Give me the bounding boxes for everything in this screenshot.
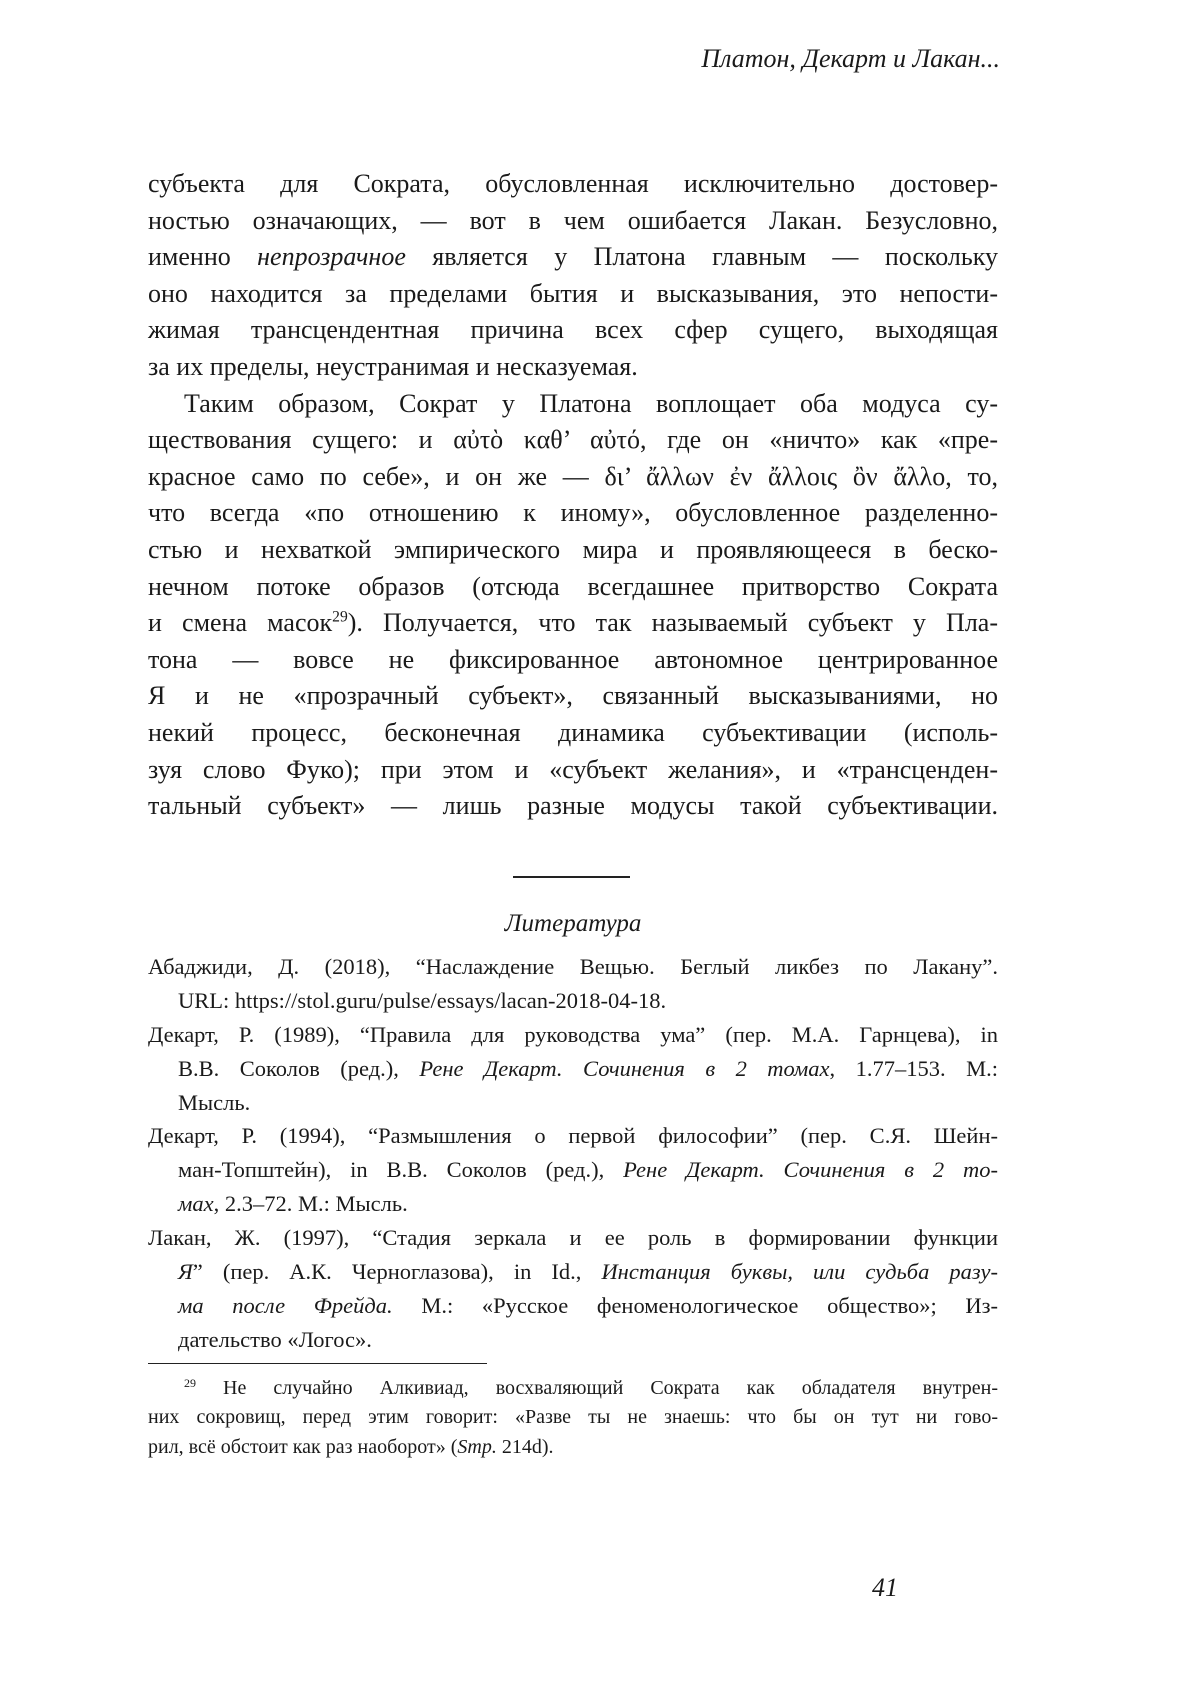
body-text [148,166,998,825]
footnote-line [148,1374,998,1403]
text-segment: жимая трансцендентная причина всех сфер сущего, выходящая [148,315,998,345]
text-segment: ). Получается, что так называемый субъект у Пла- [347,608,998,638]
text-segment: 214d). [496,1435,554,1458]
text-segment: непрозрачное [257,242,406,272]
reference-line [148,1289,998,1323]
reference-line [148,1323,998,1357]
text-line [148,422,998,459]
text-line [148,312,998,349]
text-line [148,752,998,789]
text-segment: М.: «Русское феноменологическое общество»; Из- [392,1292,999,1318]
text-segment: некий процесс, бесконечная динамика субъективации (исполь- [148,717,998,747]
text-segment: Я [178,1259,193,1285]
reference-line [148,1086,998,1120]
text-segment: оно находится за пределами бытия и высказывания, это непости- [148,278,998,308]
text-segment: URL: https://stol.guru/pulse/essays/lacan-2018-04-18. [178,987,667,1013]
text-line [148,239,998,276]
reference-line [148,1052,998,1086]
text-segment: Декарт, Р. (1989), “Правила для руководства ума” (пер. М.А. Гарнцева), in [148,1021,998,1047]
footnote-rule [148,1363,487,1364]
running-header: Платон, Декарт и Лакан... [701,44,1000,73]
text-segment: именно [148,242,258,272]
text-segment: Не случайно Алкивиад, восхваляющий Сократа как обладателя внутрен- [196,1377,998,1399]
text-segment: Smp. [457,1435,497,1458]
text-line [148,276,998,313]
literature-heading: Литература [504,910,642,937]
text-segment: Инстанция буквы, или судьба разу- [601,1259,998,1285]
text-segment: рил, всё обстоит как раз наоборот» ( [148,1435,458,1458]
reference-line [148,950,998,984]
text-segment: стью и нехваткой эмпирического мира и проявляющееся в беско- [148,534,998,564]
text-segment: , 1.77–153. М.: [829,1055,998,1081]
text-segment: и смена масок [148,608,333,638]
text-segment: Абаджиди, Д. (2018), “Наслаждение Вещью. Беглый ликбез по Лакану”. [148,954,998,979]
text-segment: мах [178,1191,214,1217]
text-segment: Декарт, Р. (1994), “Размышления о первой философии” (пер. С.Я. Шейн- [148,1123,998,1149]
section-divider [513,876,630,878]
reference-line [148,1119,998,1153]
text-segment: тона — вовсе не фиксированное автономное центрированное [148,644,998,674]
reference-line [148,984,998,1018]
text-segment: Я и не «прозрачный субъект», связанный высказываниями, но [148,681,998,711]
text-segment: ” (пер. А.К. Черноглазова), in Id., [192,1259,602,1285]
text-line [148,715,998,752]
text-line [148,788,998,825]
text-segment: дательство «Логос». [178,1326,372,1352]
text-segment: красное само по себе», и он же — δι’ ἄλλων ἐν ἄλλοις ὂν ἄλλο, то, [148,461,998,491]
text-segment: В.В. Соколов (ред.), [178,1055,420,1081]
text-line [148,642,998,679]
text-segment: Рене Декарт. Сочинения в 2 томах [419,1055,830,1081]
text-segment: ма после Фрейда. [178,1292,393,1318]
text-segment: ностью означающих, — вот в чем ошибается Лакан. Безусловно, [148,205,998,235]
text-line [148,203,998,240]
reference-line [148,1255,998,1289]
text-line [148,166,998,203]
text-segment: является у Платона главным — поскольку [405,242,998,272]
text-segment: нечном потоке образов (отсюда всегдашнее притворство Сократа [148,571,998,601]
text-line [148,386,998,423]
text-line [148,605,998,642]
text-line [148,569,998,606]
footnote [148,1374,998,1462]
text-segment: ществования сущего: и αὐτὸ καθ’ αὐτό, где он «ничто» как «пре- [148,425,998,455]
text-segment: них сокровищ, перед этим говорит: «Разве ты не знаешь: что бы он тут ни гово- [148,1406,998,1429]
page-number: 41 [872,1573,898,1602]
text-segment: субъекта для Сократа, обусловленная исключительно достовер- [148,169,998,198]
text-segment: Мысль. [178,1089,251,1115]
footnote-marker: 29 [332,608,348,626]
text-segment: зуя слово Фуко); при этом и «субъект желания», и «трансценден- [148,754,998,784]
footnote-line [148,1403,998,1432]
text-segment: за их пределы, неустранимая и несказуемая. [148,351,638,381]
text-segment: Лакан, Ж. (1997), “Стадия зеркала и ее роль в формировании функции [148,1225,998,1251]
footnote-line [148,1433,998,1462]
text-line [148,349,998,386]
text-segment: Рене Декарт. Сочинения в 2 то- [623,1157,998,1183]
text-segment: Таким образом, Сократ у Платона воплощает оба модуса су- [184,388,998,418]
reference-line [148,1153,998,1187]
references-list [148,950,998,1357]
text-segment: тальный субъект» — лишь разные модусы такой субъективации. [148,791,998,821]
text-line [148,532,998,569]
text-line [148,459,998,496]
text-segment: что всегда «по отношению к иному», обусловленное разделенно- [148,498,998,528]
text-segment: ман-Топштейн), in В.В. Соколов (ред.), [178,1157,624,1183]
text-line [148,678,998,715]
reference-line [148,1187,998,1221]
text-line [148,495,998,532]
footnote-marker: 29 [184,1375,196,1390]
text-segment: , 2.3–72. М.: Мысль. [213,1191,408,1217]
reference-line [148,1018,998,1052]
reference-line [148,1221,998,1255]
